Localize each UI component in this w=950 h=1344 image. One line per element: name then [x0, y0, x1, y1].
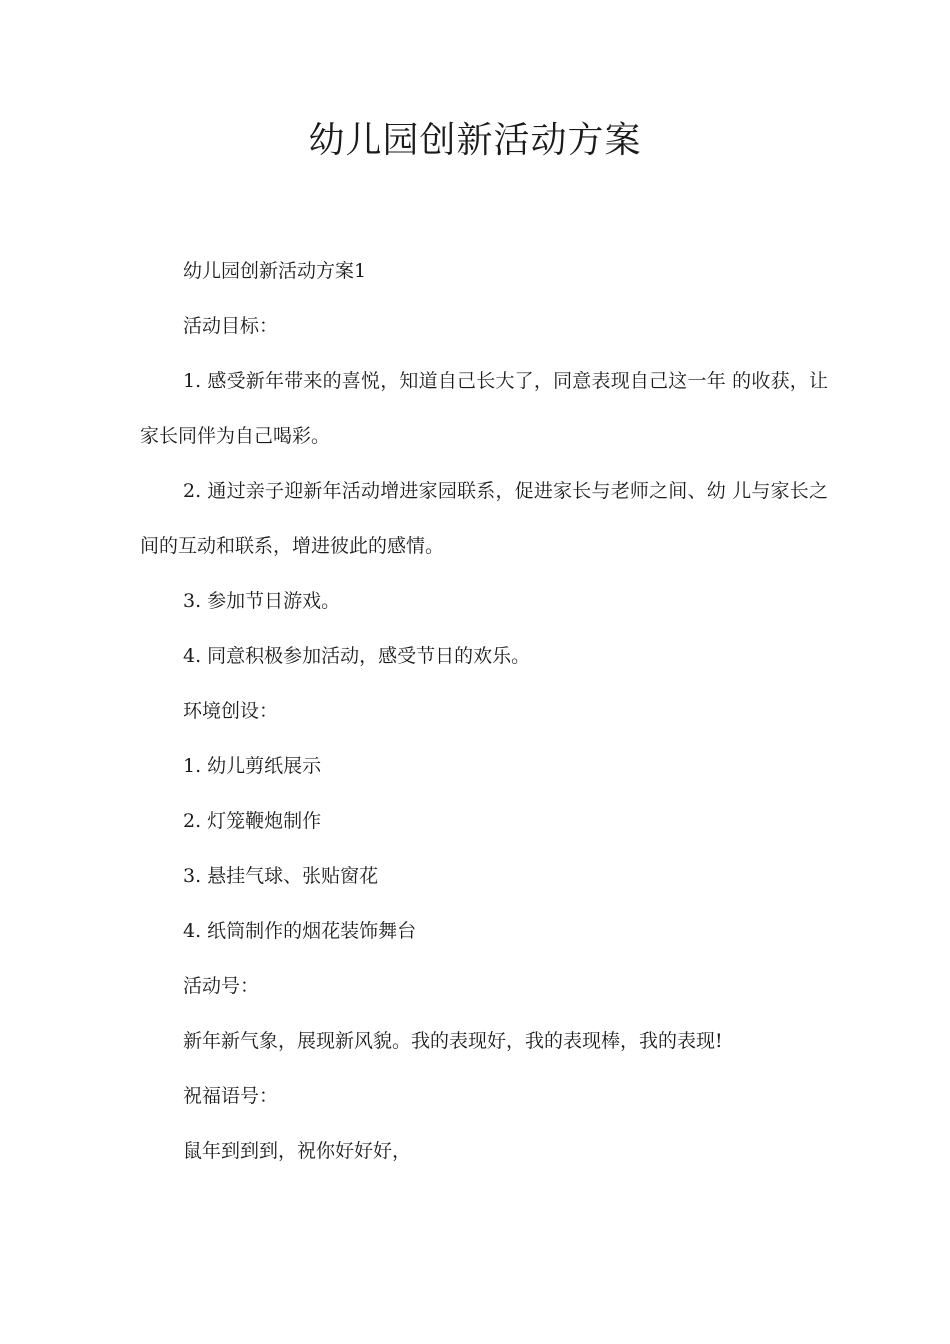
paragraph-goal-2: 2. 通过亲子迎新年活动增进家园联系，促进家长与老师之间、幼 儿与家长之间的互动和联系，增进彼此的感情。 — [140, 480, 828, 557]
document-title: 幼儿园创新活动方案 — [308, 120, 642, 161]
paragraph-slogan-heading: 活动号： — [183, 975, 260, 997]
paragraph-slogan: 新年新气象，展现新风貌。我的表现好，我的表现棒，我的表现! — [183, 1030, 723, 1052]
document-body — [140, 244, 828, 1179]
paragraph-environment-4: 4. 纸筒制作的烟花装饰舞台 — [183, 920, 417, 942]
paragraph-goal-4: 4. 同意积极参加活动，感受节日的欢乐。 — [183, 645, 531, 667]
paragraph-section-heading: 幼儿园创新活动方案1 — [183, 260, 367, 282]
paragraph-environment-2: 2. 灯笼鞭炮制作 — [183, 810, 322, 832]
paragraph-goal-3: 3. 参加节日游戏。 — [183, 590, 341, 612]
paragraph-goal-1: 1. 感受新年带来的喜悦，知道自己长大了，同意表现自己这一年 的收获，让家长同伴为自己喝彩。 — [140, 370, 828, 447]
paragraph-environment-3: 3. 悬挂气球、张贴窗花 — [183, 865, 379, 887]
paragraph-blessing: 鼠年到到到，祝你好好好， — [183, 1140, 412, 1162]
paragraph-environment-1: 1. 幼儿剪纸展示 — [183, 755, 322, 777]
paragraph-environment-heading: 环境创设： — [183, 700, 279, 722]
paragraph-goals-heading: 活动目标： — [183, 315, 279, 337]
paragraph-blessing-heading: 祝福语号： — [183, 1085, 279, 1107]
